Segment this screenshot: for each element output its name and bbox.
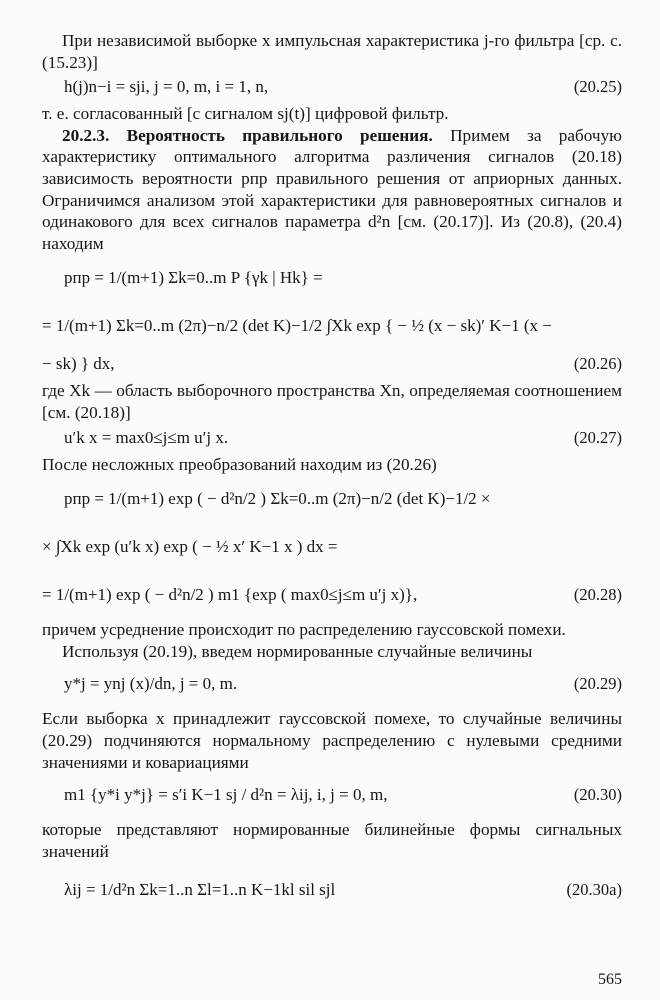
equation-20-28-line1 — [42, 475, 622, 523]
section-title: 20.2.3. Вероятность правильного решения. — [62, 125, 433, 145]
equation-number: (20.29) — [573, 674, 622, 694]
equation-20-28-line3 — [42, 571, 622, 619]
formula: h(j)n−i = sji, j = 0, m, i = 1, n, — [64, 77, 269, 97]
page-number: 565 — [598, 971, 622, 988]
formula: = 1/(m+1) exp ( − d²n/2 ) m1 {exp ( max0≤j≤m u′j x)}, — [42, 585, 418, 605]
equation-20-26-line1 — [42, 254, 622, 302]
equation-20-30a — [42, 862, 622, 918]
equation-20-26-line2 — [42, 302, 622, 350]
equation-20-28-line2 — [42, 523, 622, 571]
equation-number: (20.27) — [573, 427, 622, 447]
paragraph-4: где Xk — область выборочного пространства Xn, определяемая соотношением [см. (20.18)] — [42, 381, 622, 422]
equation-number: (20.30а) — [566, 880, 622, 900]
equation-number: (20.26) — [573, 354, 622, 374]
paragraph-2: т. е. согласованный [с сигналом sj(t)] цифровой фильтр. — [42, 104, 449, 124]
paragraph-6: причем усреднение происходит по распределению гауссовской помехи. — [42, 620, 566, 640]
equation-20-25 — [42, 73, 622, 103]
formula: pпр = 1/(m+1) exp ( − d²n/2 ) Σk=0..m (2π)−n/2 (det K)−1/2 × — [64, 489, 491, 509]
equation-20-29 — [42, 662, 622, 708]
equation-20-30 — [42, 773, 622, 819]
equation-number: (20.30) — [573, 785, 622, 805]
paragraph-7: Используя (20.19), введем нормированные случайные величины — [62, 641, 533, 661]
equation-20-27 — [42, 424, 622, 454]
equation-20-26-line3 — [42, 350, 622, 380]
formula: = 1/(m+1) Σk=0..m (2π)−n/2 (det K)−1/2 ∫Xk exp { − ½ (x − sk)′ K−1 (x − — [42, 316, 552, 336]
formula: λij = 1/d²n Σk=1..n Σl=1..n K−1kl sil sjl — [64, 880, 336, 900]
paragraph-1: При независимой выборке x импульсная характеристика j-го фильтра [ср. с. (15.23)] — [42, 31, 622, 72]
page-body — [42, 30, 622, 918]
section-paragraph — [42, 125, 622, 255]
paragraph-3: Примем за рабочую характеристику оптимального алгоритма различения сигналов (20.18) зависимость вероятности pпр правильного решения от априорных данных. Ограничимся анализом этой характеристики для равновероятных сигналов и одинакового для всех сигналов параметра d²n [см. (20.17)]. Из (20.8), (20.4) находим — [42, 125, 623, 253]
formula: pпр = 1/(m+1) Σk=0..m P {γk | Hk} = — [64, 268, 323, 288]
formula: − sk) } dx, — [42, 354, 115, 374]
formula: u′k x = max0≤j≤m u′j x. — [64, 427, 229, 447]
paragraph-9: которые представляют нормированные билинейные формы сигнальных значений — [42, 820, 622, 861]
equation-number: (20.28) — [573, 585, 622, 605]
formula: m1 {y*i y*j} = s′i K−1 sj / d²n = λij, i, j = 0, m, — [64, 785, 388, 805]
equation-number: (20.25) — [573, 77, 622, 97]
paragraph-8: Если выборка x принадлежит гауссовской помехе, то случайные величины (20.29) подчиняются нормальному распределению с нулевыми средними значениями и ковариациями — [42, 709, 622, 772]
paragraph-5: После несложных преобразований находим из (20.26) — [42, 454, 437, 474]
formula: × ∫Xk exp (u′k x) exp ( − ½ x′ K−1 x ) dx = — [42, 537, 338, 557]
formula: y*j = ynj (x)/dn, j = 0, m. — [64, 674, 238, 694]
